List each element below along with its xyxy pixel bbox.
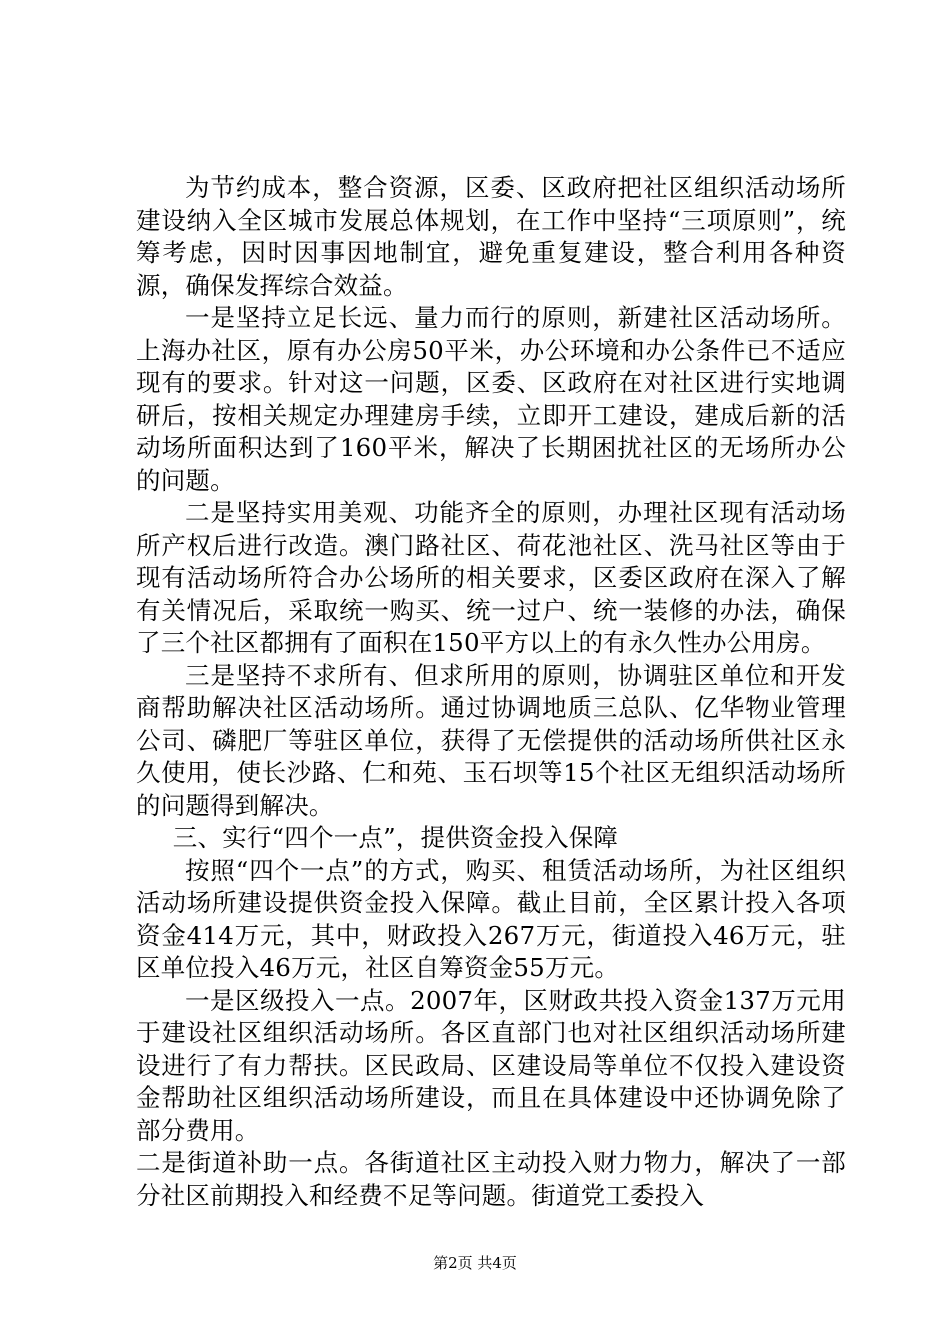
paragraph-funding-overview: 按照“四个一点”的方式，购买、租赁活动场所，为社区组织活动场所建设提供资金投入保障。截止目前，全区累计投入各项资金414万元，其中，财政投入267万元，街道投入46万元，驻区单位投入46万元，社区自筹资金55万元。 <box>136 855 846 982</box>
section-heading: 三、实行“四个一点”，提供资金投入保障 <box>172 823 619 852</box>
paragraph-principle-three: 三是坚持不求所有、但求所用的原则，协调驻区单位和开发商帮助解决社区活动场所。通过协调地质三总队、亿华物业管理公司、磷肥厂等驻区单位，获得了无偿提供的活动场所供社区永久使用，使长沙路、仁和苑、玉石坝等15个社区无组织活动场所的问题得到解决。 <box>136 660 846 820</box>
paragraph-street-subsidy: 二是街道补助一点。各街道社区主动投入财力物力，解决了一部分社区前期投入和经费不足等问题。街道党工委投入 <box>136 1148 846 1210</box>
document-body <box>136 172 846 1212</box>
paragraph-principle-one: 一是坚持立足长远、量力而行的原则，新建社区活动场所。上海办社区，原有办公房50平米，办公环境和办公条件已不适应现有的要求。针对这一问题，区委、区政府在对社区进行实地调研后，按相关规定办理建房手续，立即开工建设，建成后新的活动场所面积达到了160平米，解决了长期困扰社区的无场所办公的问题。 <box>136 303 846 495</box>
page-footer: 第2页 共4页 <box>433 1254 517 1272</box>
paragraph-district-investment: 一是区级投入一点。2007年，区财政共投入资金137万元用于建设社区组织活动场所。各区直部门也对社区组织活动场所建设进行了有力帮扶。区民政局、区建设局等单位不仅投入建设资金帮助社区组织活动场所建设，而且在具体建设中还协调免除了部分费用。 <box>136 985 846 1145</box>
paragraph-intro: 为节约成本，整合资源，区委、区政府把社区组织活动场所建设纳入全区城市发展总体规划，在工作中坚持“三项原则”，统筹考虑，因时因事因地制宜，避免重复建设，整合利用各种资源，确保发挥综合效益。 <box>136 173 846 300</box>
paragraph-principle-two: 二是坚持实用美观、功能齐全的原则，办理社区现有活动场所产权后进行改造。澳门路社区、荷花池社区、洗马社区等由于现有活动场所符合办公场所的相关要求，区委区政府在深入了解有关情况后，采取统一购买、统一过户、统一装修的办法，确保了三个社区都拥有了面积在150平方以上的有永久性办公用房。 <box>136 498 846 657</box>
